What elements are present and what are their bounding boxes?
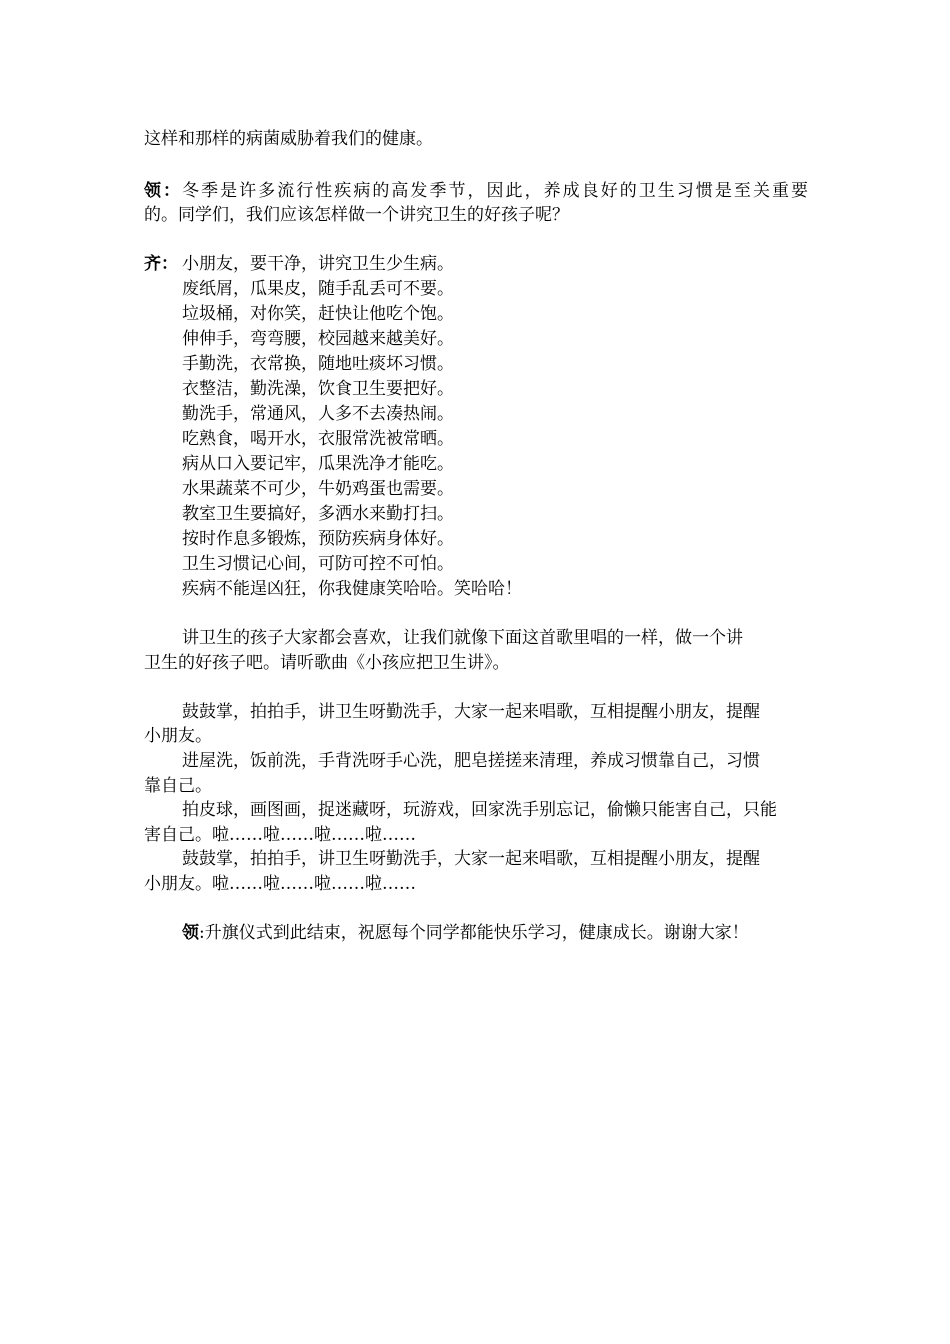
chorus-line: 垃圾桶，对你笑，赶快让他吃个饱。 [182,304,454,324]
chorus-line: 疾病不能逞凶狂，你我健康笑哈哈。笑哈哈！ [182,579,522,599]
chorus-line: 伸伸手，弯弯腰，校园越来越美好。 [182,329,454,349]
closing-speaker-label: 领 [182,923,199,943]
chorus-line: 小朋友，要干净，讲究卫生少生病。 [182,254,454,274]
lyric-verse-4-line-2: 小朋友。啦……啦……啦……啦…… [144,874,416,894]
lyric-verse-4-line-1: 鼓鼓掌，拍拍手，讲卫生呀勤洗手，大家一起来唱歌，互相提醒小朋友，提醒 [182,849,760,869]
closing-line [182,922,749,944]
chorus-line: 手勤洗，衣常换，随地吐痰坏习惯。 [182,354,454,374]
song-intro-line-2: 卫生的好孩子吧。请听歌曲《小孩应把卫生讲》。 [144,653,510,673]
lead-intro-text-1: 冬季是许多流行性疾病的高发季节，因此，养成良好的卫生习惯是至关重要 [182,181,809,201]
chorus-line: 病从口入要记牢，瓜果洗净才能吃。 [182,454,454,474]
song-intro-line-1: 讲卫生的孩子大家都会喜欢，让我们就像下面这首歌里唱的一样，做一个讲 [182,628,743,648]
chorus-line: 废纸屑，瓜果皮，随手乱丢可不要。 [182,279,454,299]
chorus-line: 水果蔬菜不可少，牛奶鸡蛋也需要。 [182,479,454,499]
chorus-line: 按时作息多锻炼，预防疾病身体好。 [182,529,454,549]
chorus-line: 吃熟食，喝开水，衣服常洗被常晒。 [182,429,454,449]
closing-text: :升旗仪式到此结束，祝愿每个同学都能快乐学习，健康成长。谢谢大家！ [199,923,749,943]
lead-intro-line-1 [144,180,808,202]
lead-speaker-label: 领： [144,181,183,201]
lyric-verse-1-line-2: 小朋友。 [144,726,212,746]
chorus-line: 卫生习惯记心间，可防可控不可怕。 [182,554,454,574]
chorus-line: 衣整洁，勤洗澡，饮食卫生要把好。 [182,379,454,399]
lyric-verse-3-line-1: 拍皮球，画图画，捉迷藏呀，玩游戏，回家洗手别忘记，偷懒只能害自己，只能 [182,800,777,820]
lyric-verse-1-line-1: 鼓鼓掌，拍拍手，讲卫生呀勤洗手，大家一起来唱歌，互相提醒小朋友，提醒 [182,702,760,722]
lyric-verse-2-line-2: 靠自己。 [144,776,212,796]
lead-intro-line-2: 的。同学们，我们应该怎样做一个讲究卫生的好孩子呢？ [144,205,569,225]
chorus-speaker-label: 齐： [144,254,178,274]
opening-line: 这样和那样的病菌威胁着我们的健康。 [144,129,433,149]
chorus-line: 教室卫生要搞好，多洒水来勤打扫。 [182,504,454,524]
lyric-verse-2-line-1: 进屋洗，饭前洗，手背洗呀手心洗，肥皂搓搓来清理，养成习惯靠自己，习惯 [182,751,760,771]
chorus-line: 勤洗手，常通风，人多不去凑热闹。 [182,404,454,424]
lyric-verse-3-line-2: 害自己。啦……啦……啦……啦…… [144,825,416,845]
